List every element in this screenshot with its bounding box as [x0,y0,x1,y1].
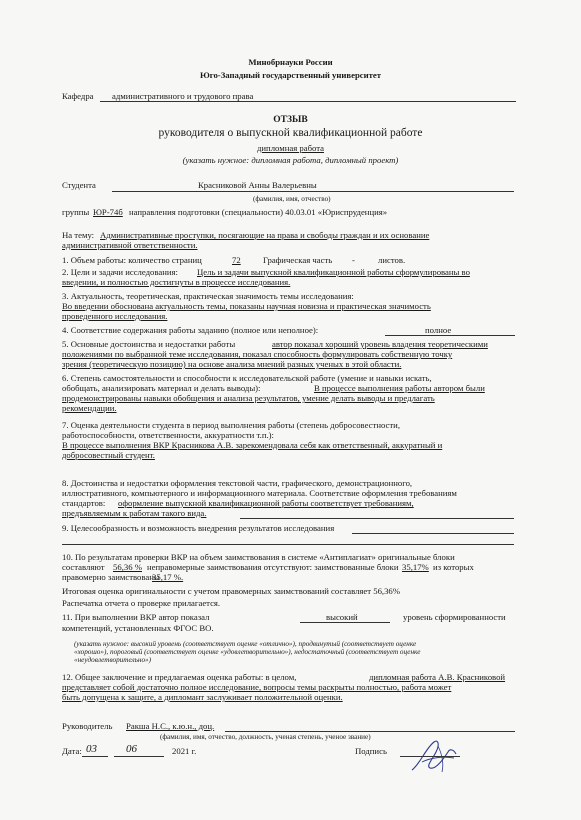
item4-underline [385,335,515,336]
work-type-hint: (указать нужное: дипломная работа, дипломный проект) [182,155,399,165]
item3-text-2: проведенного исследования. [62,311,168,321]
item1-graphic-label: Графическая часть [263,255,333,265]
item9-underline-1 [352,533,514,534]
item10-text-2c: из которых [433,562,474,572]
work-type-value: дипломная работа [256,143,324,153]
item10-original-percent: 56,36 % [113,562,142,572]
item3-label: 3. Актуальность, теоретическая, практическая значимость темы исследования: [62,291,354,301]
item9-label: 9. Целесообразность и возможность внедрения результатов исследования [62,523,335,533]
supervisor-value: Ракша Н.С., к.ю.н., доц. [126,721,215,731]
item4-label: 4. Соответствие содержания работы заданию (полное или неполное): [62,325,319,335]
item6-text-1: 6. Степень самостоятельности и способности к исследовательской работе (умение и навыки искать, [62,373,432,383]
item4-value: полное [425,325,452,335]
item1-dash: - [352,255,355,265]
topic-line-2: административной ответственности. [62,240,198,250]
item10-text-4: Итоговая оценка оригинальности с учетом правомерных заимствований составляет 56,36% [62,586,401,596]
date-label: Дата: [62,746,82,756]
item11-text-1a: 11. При выполнении ВКР автор показал [62,612,210,622]
student-underline [112,191,514,192]
item10-text-3a: правомерно заимствованы [62,572,160,582]
item8-underline [240,518,514,519]
item7-text-2: работоспособности, ответственности, аккуратности т.п.): [62,430,274,440]
item7-text-1: 7. Оценка деятельности студента в период выполнения работы (степень добросовестности, [62,420,400,430]
date-year: 2021 г. [172,746,197,756]
document-subtitle: руководителя о выпускной квалификационной работе [158,127,423,139]
item5-text-1: автор показал хороший уровень владения теоретическими [272,339,488,349]
date-month-underline [114,756,164,757]
item11-note-1: (указать нужное: высокий уровень (соответствует оценке «отлично»), продвинутый (соответствует оценке [74,640,417,648]
item2-text-2: введении, и полностью достигнуты в процессе исследования. [62,277,291,287]
item5-label: 5. Основные достоинства и недостатки работы [62,339,236,349]
item6-value-1: В процессе выполнения работы автором были [314,383,485,393]
item12-text-3: быть допущена к защите, а дипломант заслуживает положительной оценки. [62,692,343,702]
item12-text-2: представляет собой достаточно полное исследование, вопросы темы раскрыты полностью, работа может [62,682,452,692]
item1-pages: 72 [232,255,241,265]
item12-text-1a: 12. Общее заключение и предлагаемая оценка работы: в целом, [62,672,297,682]
date-month: 06 [126,743,137,755]
item11-level: высокий [326,612,358,622]
item2-label: 2. Цели и задачи исследования: [62,267,178,277]
item5-text-2: положениями по выбранной теме исследования, показал способность формулировать собственную точку [62,349,453,359]
student-name-hint: (фамилия, имя, отчество) [253,195,331,203]
item8-value-2: предъявляемым к работам такого вида. [62,508,207,518]
signature-underline [400,756,460,757]
department-label: Кафедра [62,91,94,101]
document-title: ОТЗЫВ [273,115,308,125]
item11-level-underline [300,622,390,623]
item10-text-1: 10. По результатам проверки ВКР на объем заимствования в системе «Антиплагиат» оригинальные блоки [62,552,455,562]
signature-label: Подпись [355,746,387,756]
item8-text-1: 8. Достоинства и недостатки оформления текстовой части, графического, демонстрационного, [62,478,413,488]
student-label: Студента [62,180,96,190]
university-title: Юго-Западный государственный университет [199,70,382,80]
item11-text-1b: уровень сформированности [403,612,506,622]
item8-text-2: иллюстративного, компьютерного и информационного материала. Соответствие оформления требованиям [62,488,457,498]
item1-label: 1. Объем работы: количество страниц [62,255,202,265]
item3-text-1: Во введении обоснована актуальность темы, показаны научная новизна и практическая значимость [62,301,431,311]
item10-lawful-percent: 35,17 %. [152,572,184,582]
date-day-underline [82,756,108,757]
department-underline [100,101,516,102]
supervisor-label: Руководитель [62,721,113,731]
item11-note-3: «неудовлетворительно») [74,656,152,664]
item11-text-2: компетенций, установленных ФГОС ВО. [62,623,214,633]
item11-note-2: «хорошо»), пороговый (соответствует оценке «удовлетворительно»), недостаточный (соответствует оценке [74,648,421,656]
item7-value-2: добросовестный студент. [62,450,155,460]
item1-sheets: листов. [378,255,406,265]
item6-value-2: продемонстрированы навыки обобщения и анализа результатов, умение делать выводы и предлагать [62,393,435,403]
ministry-title: Минобрнауки России [248,57,333,67]
group-value: ЮР-74б [93,207,123,217]
supervisor-underline [225,731,515,732]
group-label: группы [62,207,90,217]
topic-label: На тему: [62,230,95,240]
item8-text-3: стандартов: [62,498,106,508]
item10-text-2a: составляют [62,562,105,572]
supervisor-hint: (фамилия, имя, отчество, должность, ученая степень, ученое звание) [160,733,371,741]
item9-underline-2 [62,544,514,545]
item12-text-1b: дипломная работа А.В. Красниковой [369,672,506,682]
direction-text: направления подготовки (специальности) 40.03.01 «Юриспруденция» [129,207,388,217]
signature-mark [408,734,460,776]
item6-value-3: рекомендации. [62,403,117,413]
item7-value-1: В процессе выполнения ВКР Красникова А.В. зарекомендовала себя как ответственный, аккуратный и [62,440,443,450]
topic-line-1: Административные проступки, посягающие на права и свободы граждан и их основание [100,230,430,240]
date-day: 03 [86,743,97,755]
item6-text-2: обобщать, анализировать материал и делать выводы): [62,383,261,393]
item10-borrowed-percent: 35,17% [402,562,429,572]
student-name: Красниковой Анны Валерьевны [198,180,317,190]
item10-text-5: Распечатка отчета о проверке прилагается. [62,598,221,608]
item10-text-2b: неправомерные заимствования отсутствуют: заимствованные блоки [147,562,399,572]
department-value: административного и трудового права [112,91,254,101]
item5-text-3: зрения (теоретическую позицию) на основе анализа мнений разных ученых в этой области. [62,359,402,369]
item8-value-1: оформление выпускной квалификационной работы соответствует требованиям, [118,498,414,508]
item2-text-1: Цель и задачи выпускной квалификационной работы сформулированы во [197,267,470,277]
